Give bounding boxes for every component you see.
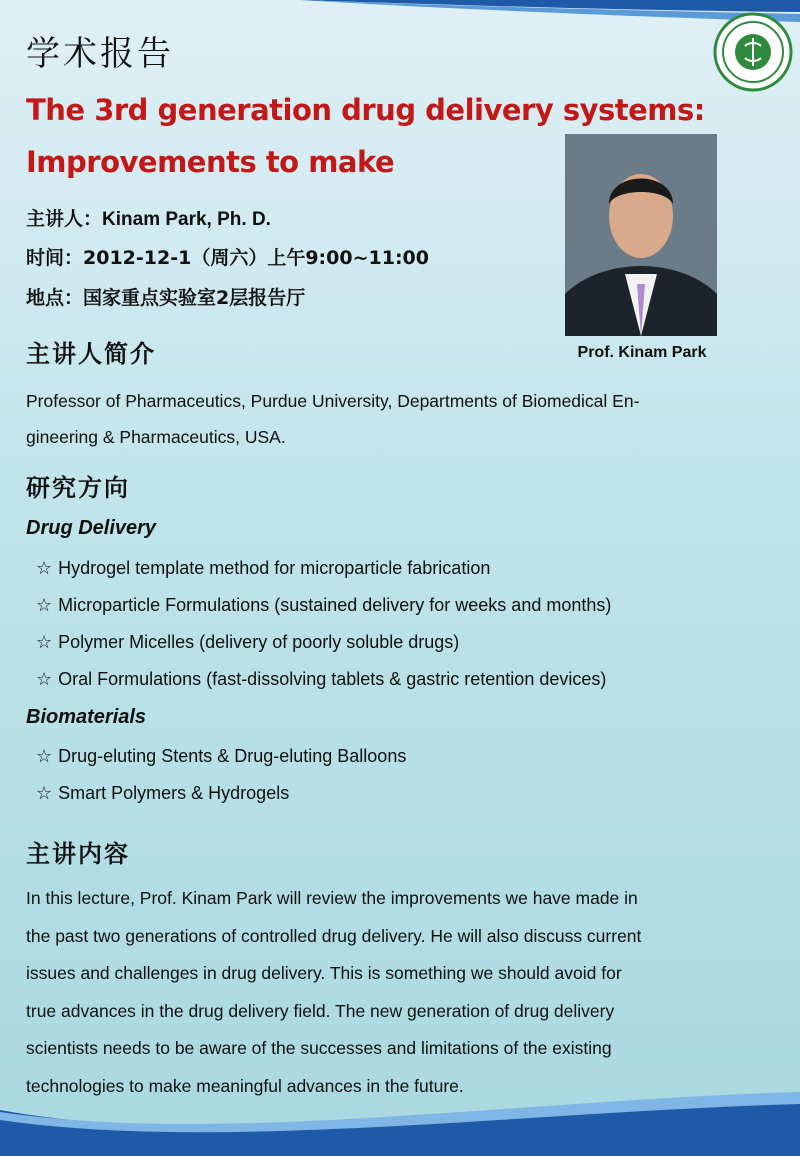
location-row (26, 283, 305, 310)
time-value: 2012-12-1（周六）上午9:00~11:00 (83, 247, 429, 269)
star-icon: ☆ (36, 595, 53, 615)
bio-heading: 主讲人简介 (26, 340, 156, 368)
star-icon: ☆ (36, 632, 53, 652)
content-line: In this lecture, Prof. Kinam Park will review the improvements we have made in (26, 888, 638, 908)
research-group-drug-delivery: Drug Delivery (26, 517, 157, 539)
title-line-2: Improvements to make (26, 145, 395, 179)
time-row (26, 243, 429, 270)
star-icon: ☆ (36, 558, 53, 578)
research-item: ☆ Hydrogel template method for microparticle fabrication (36, 558, 491, 578)
bio-line-2: gineering & Pharmaceutics, USA. (26, 427, 286, 447)
content-line: technologies to make meaningful advances in the future. (26, 1075, 464, 1096)
speaker-row (26, 204, 271, 231)
speaker-label: 主讲人： (26, 208, 103, 230)
research-item: ☆ Oral Formulations (fast-dissolving tablets & gastric retention devices) (36, 669, 607, 689)
speaker-name: Kinam Park, Ph. D. (102, 209, 271, 230)
research-item: ☆ Smart Polymers & Hydrogels (36, 783, 290, 803)
content-text (26, 880, 776, 1105)
bio-text (26, 383, 776, 455)
research-group-biomaterials: Biomaterials (26, 706, 147, 728)
content-heading: 主讲内容 (26, 840, 130, 868)
title-line-1: The 3rd generation drug delivery systems: (26, 93, 705, 127)
photo-caption: Prof. Kinam Park (577, 344, 707, 361)
university-logo (713, 12, 793, 92)
research-item: ☆ Polymer Micelles (delivery of poorly soluble drugs) (36, 632, 460, 652)
star-icon: ☆ (36, 746, 53, 766)
location-value: 国家重点实验室2层报告厅 (83, 287, 306, 309)
speaker-photo (565, 134, 717, 336)
location-label: 地点： (26, 287, 84, 309)
research-heading: 研究方向 (26, 474, 130, 502)
page-heading: 学术报告 (26, 34, 174, 74)
content-line: true advances in the drug delivery field. The new generation of drug delivery (26, 1000, 615, 1021)
content-line: the past two generations of controlled drug delivery. He will also discuss current (26, 925, 642, 946)
content-line: issues and challenges in drug delivery. This is something we should avoid for (26, 963, 622, 983)
star-icon: ☆ (36, 783, 53, 803)
research-item: ☆ Drug-eluting Stents & Drug-eluting Balloons (36, 746, 407, 766)
bio-line-1: Professor of Pharmaceutics, Purdue University, Departments of Biomedical En- (26, 391, 640, 411)
research-item: ☆ Microparticle Formulations (sustained delivery for weeks and months) (36, 595, 612, 615)
content-line: scientists needs to be aware of the successes and limitations of the existing (26, 1038, 612, 1058)
star-icon: ☆ (36, 669, 53, 689)
speaker-silhouette (565, 134, 717, 336)
time-label: 时间： (26, 247, 84, 269)
